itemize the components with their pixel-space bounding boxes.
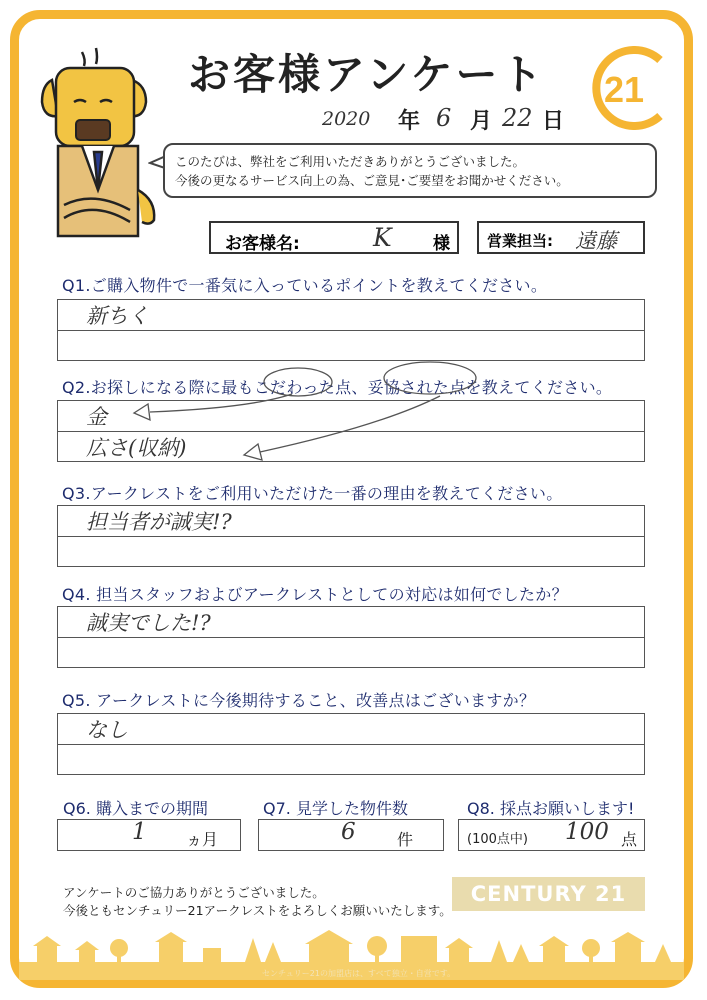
closing-line-1: アンケートのご協力ありがとうございました。 xyxy=(63,885,325,900)
century21-brand-block: CENTURY 21 xyxy=(452,877,645,911)
q8-unit: 点 xyxy=(621,830,638,849)
greeting-line-2: 今後の更なるサービス向上の為、ご意見･ご要望をお聞かせください。 xyxy=(175,173,569,188)
q4-label: Q4. 担当スタッフおよびアークレストとしての対応は如何でしたか？ xyxy=(62,585,568,604)
q2-label: Q2.お探しになる際に最もこだわった点、妥協された点を教えてください。 xyxy=(62,378,613,397)
franchise-footnote: センチュリー21の加盟店は、すべて独立・自営です。 xyxy=(262,969,456,978)
sales-staff-box xyxy=(477,221,645,254)
q7-answer-box xyxy=(258,819,444,851)
q7-value: 6 xyxy=(341,819,356,845)
q6-unit: ヵ月 xyxy=(186,830,219,849)
date-day-unit: 日 xyxy=(542,109,565,134)
date-month: 6 xyxy=(436,104,452,132)
q8-answer-box xyxy=(458,819,645,851)
customer-name-box xyxy=(209,221,459,254)
q4-answer-box xyxy=(57,606,645,668)
q2-answer-line-2: 広さ(収納) xyxy=(86,436,187,460)
logo-text: 21 xyxy=(604,69,645,110)
q1-answer-box xyxy=(57,299,645,361)
q3-answer-box xyxy=(57,505,645,567)
q6-answer-box xyxy=(57,819,241,851)
survey-title: お客様アンケート xyxy=(188,50,546,99)
customer-name-label: お客様名: xyxy=(225,234,300,254)
q4-answer-line-1: 誠実でした!? xyxy=(86,611,211,635)
dog-mascot-icon xyxy=(34,40,164,250)
q8-prefix: (100点中) xyxy=(467,832,528,847)
date-month-unit: 月 xyxy=(470,109,493,134)
customer-name-suffix: 様 xyxy=(433,234,450,254)
q3-answer-line-1: 担当者が誠実!? xyxy=(86,510,232,534)
q6-value: 1 xyxy=(132,819,147,845)
q3-label: Q3.アークレストをご利用いただけた一番の理由を教えてください。 xyxy=(62,484,563,503)
q1-label: Q1.ご購入物件で一番気に入っているポイントを教えてください。 xyxy=(62,276,548,295)
q5-answer-box xyxy=(57,713,645,775)
date-day: 22 xyxy=(502,104,533,132)
q1-answer-line-1: 新ちく xyxy=(86,304,149,328)
q6-label: Q6. 購入までの期間 xyxy=(63,799,208,818)
q7-unit: 件 xyxy=(397,830,414,849)
q7-label: Q7. 見学した物件数 xyxy=(263,799,408,818)
sales-staff-label: 営業担当: xyxy=(487,232,553,250)
date-year-unit: 年 xyxy=(398,109,421,134)
sales-staff-value: 遠藤 xyxy=(575,229,617,253)
century21-logo-icon xyxy=(582,40,678,136)
q2-answer-box xyxy=(57,400,645,462)
q8-value: 100 xyxy=(565,819,609,845)
date-year: 2020 xyxy=(322,108,371,130)
greeting-line-1: このたびは、弊社をご利用いただきありがとうございました。 xyxy=(175,154,526,169)
customer-name-value: K xyxy=(373,223,392,252)
q5-label: Q5. アークレストに今後期待すること、改善点はございますか？ xyxy=(62,691,536,710)
q5-answer-line-1: なし xyxy=(86,718,128,742)
closing-message xyxy=(63,884,452,920)
closing-line-2: 今後ともセンチュリー21アークレストをよろしくお願いいたします。 xyxy=(63,903,452,918)
q2-answer-line-1: 金 xyxy=(86,405,107,429)
greeting-bubble xyxy=(163,143,657,198)
q8-label: Q8. 採点お願いします! xyxy=(467,799,635,818)
